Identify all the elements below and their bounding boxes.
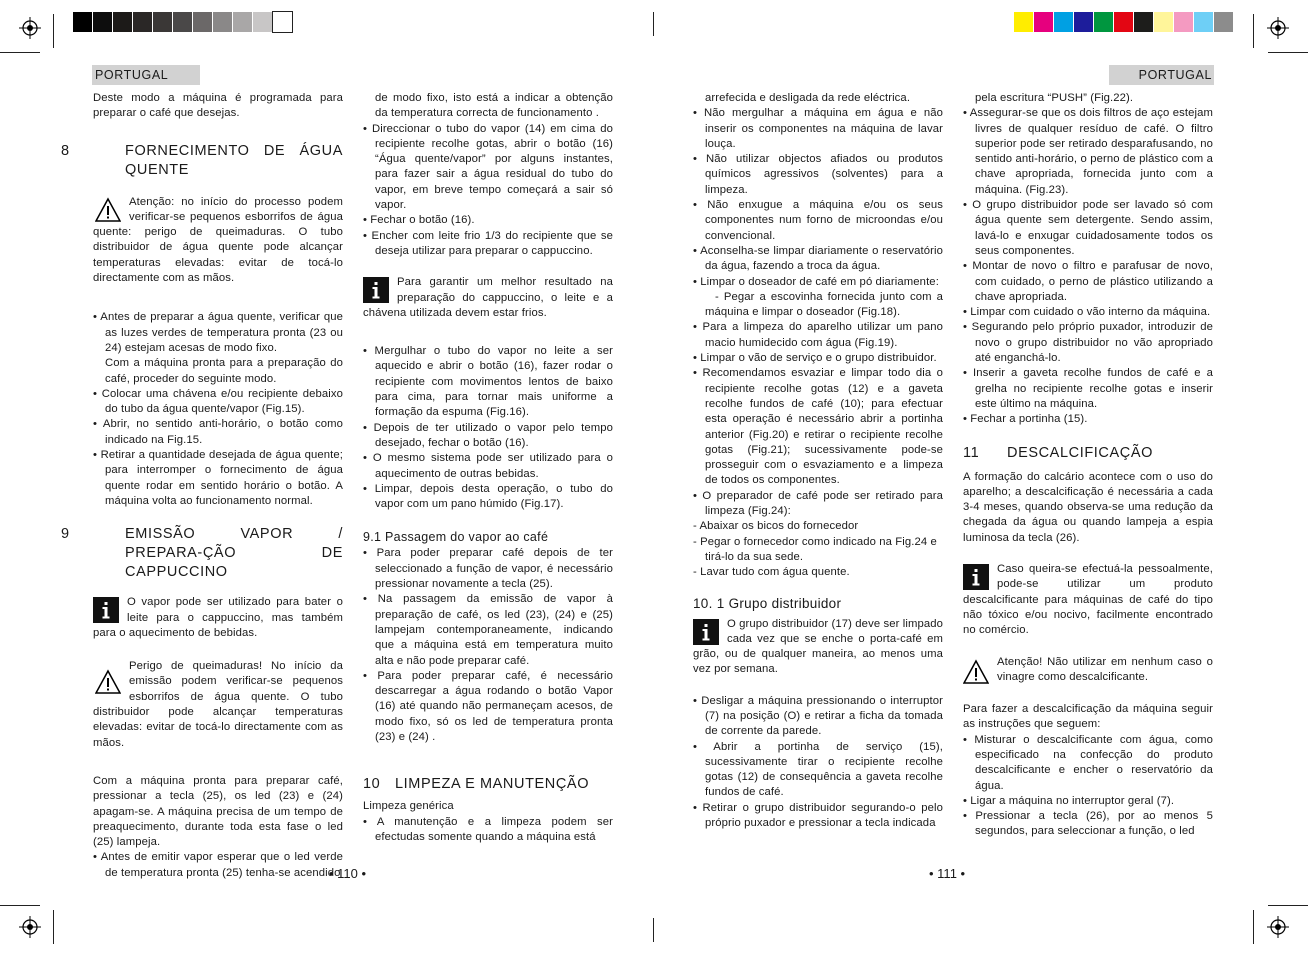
paragraph: A formação do calcário acontece com o uso do aparelho; a descalcificação é necessária a cada 3-4 meses, quando observa-se uma redução da chegada da água ou quando lampeja a espia luminosa da tecla (26). (963, 470, 1213, 544)
list-item: • Limpar com cuidado o vão interno da máquina. (963, 306, 1211, 319)
list-item: • Abrir, no sentido anti-horário, o botão como indicado na Fig.15. (93, 418, 343, 446)
list-item: • Pressionar a tecla (26), por ao menos 5 segundos, para seleccionar a função, o led (963, 810, 1213, 838)
crop-mark (1253, 14, 1254, 48)
list-item: • Mergulhar o tubo do vapor no leite a ser aquecido e abrir o botão (16), fazer rodar o recipiente com movimentos lentos de baixo para cima, para tornar mais uniforme a formação da espuma (Fig.16). (363, 345, 613, 419)
list-item: • A manutenção e a limpeza podem ser efectudas somente quando a máquina está (363, 815, 613, 843)
gray-swatch (193, 12, 212, 32)
list-item: • Para a limpeza do aparelho utilizar um pano macio humidecido com água (Fig.19). (693, 321, 943, 349)
crop-mark (1268, 905, 1308, 906)
color-swatch (1114, 12, 1133, 32)
info-note: Para garantir um melhor resultado na preparação do cappuccino, o leite e a chávena utilizada devem estar frios. (363, 276, 613, 319)
crop-mark (0, 52, 40, 53)
section-9-heading: 9 EMISSÃO VAPOR / PREPARA-ÇÃO DE CAPPUCCINO (61, 526, 343, 581)
list-item: • Limpar o vão de serviço e o grupo distribuidor. (693, 352, 937, 365)
list-item: • Abrir a portinha de serviço (15), sucessivamente tirar o recipiente recolhe gotas (12) de consequência a gaveta recolhe fundos de café. (693, 740, 943, 799)
warning-note: Atenção: no início do processo podem verificar-se pequenos esborrifos de água quente: perigo de queimaduras. O tubo distribuidor de água quente pode alcançar temperaturas elevadas: evitar de tocá-lo directamente com as mãos. (93, 195, 343, 285)
color-swatch (1194, 12, 1213, 32)
list-item: • Aconselha-se limpar diariamente o reservatório da água, fazendo a troca da água. (693, 244, 943, 273)
language-tab-right: PORTUGAL (1109, 65, 1214, 85)
warning-note: Perigo de queimaduras! No início da emissão podem verificar-se pequenos esborrifos de água quente. O tubo distribuidor pode alcançar temperaturas elevadas: evitar de tocá-lo directamente com as mãos. (93, 660, 343, 749)
list-item: • Misturar o descalcificante com água, como especificado na confecção do produto descalcificante e encher o reservatório da água. (963, 733, 1213, 792)
info-note: O grupo distribuidor (17) deve ser limpado cada vez que se enche o porta-café em grão, ou de qualquer maneira, ao menos uma vez por semana. (693, 617, 943, 676)
registration-mark-icon (19, 916, 41, 938)
subheading: Limpeza genérica (363, 800, 454, 813)
list-item: • Na passagem da emissão de vapor à preparação de café, os led (23), (24) e (25) lampejam contemporaneamente, indicando que a máquina está em temperatura muito alta e não pode preparar café. (363, 593, 613, 667)
list-item: • Fechar a portinha (15). (963, 413, 1088, 426)
crop-mark (1253, 910, 1254, 944)
gray-swatch (153, 12, 172, 32)
list-item: • Recomendamos esvaziar e limpar todo dia o recipiente recolhe gotas (12) e a gaveta recolhe fundos de café (10); para efectuar esta operação é necessário abrir a portinha anterior (Fig.20) e retirar o recipiente recolhe gotas (Fig.21); sucessivamente pode-se prosseguir com o esvaziamento e a limpeza de todos os componentes. (693, 367, 943, 487)
color-swatch (1174, 12, 1193, 32)
crop-mark (53, 14, 54, 48)
intro-text: Deste modo a máquina é programada para preparar o café que desejas. (93, 92, 343, 120)
list-item: • Montar de novo o filtro e parafusar de novo, com cuidado, o perno de plástico utilizando a chave apropriada. (963, 260, 1213, 303)
list-item: • Segurando pelo próprio puxador, introduzir de novo o grupo distribuidor no vão apropriado até enganchá-lo. (963, 321, 1213, 365)
color-swatch (1074, 12, 1093, 32)
crop-mark (1268, 52, 1308, 53)
gray-swatch (133, 12, 152, 32)
color-swatch (1014, 12, 1033, 32)
list-item: • Para poder preparar café, é necessário descarregar a água rodando o botão Vapor (16) até quando não permaneçam acesos, de modo fixo, só os led de temperatura pronta (23) e (24) . (363, 669, 613, 743)
column-4 (963, 91, 1213, 840)
list-item: • Assegurar-se que os dois filtros de aço estejam livres de qualquer resíduo de café. O filtro superior pode ser retirado desparafusando, no sentido anti-horário, o perno de plástico com a chave apropriada, fornecida junto com a máquina. (Fig.23). (963, 107, 1213, 196)
list-item: Com a máquina pronta para a preparação do café, proceder do seguinte modo. (105, 357, 343, 385)
list-item: - Abaixar os bicos do fornecedor (693, 520, 859, 533)
list-item: • Depois de ter utilizado o vapor pelo tempo desejado, fechar o botão (16). (363, 421, 613, 449)
page-number-left: • 110 • (329, 866, 367, 881)
registration-mark-icon (1267, 17, 1289, 39)
list-item: • O grupo distribuidor pode ser lavado só com água quente sem detergente. Sendo assim, lavá-lo e enxugar cuidadosamente todos os seus componentes. (963, 199, 1213, 257)
color-swatch (1154, 12, 1173, 32)
crop-mark (53, 910, 54, 944)
list-item: • Não utilizar objectos afiados ou produtos químicos agressivos (solventes) para a limpeza. (693, 153, 943, 196)
gray-swatch (73, 12, 92, 32)
paragraph: pela escritura “PUSH” (Fig.22). (975, 92, 1134, 104)
info-icon (363, 277, 389, 303)
gray-swatch (253, 12, 272, 32)
gray-swatch (213, 12, 232, 32)
paragraph: Para fazer a descalcificação da máquina seguir as instruções que seguem: (963, 703, 1213, 731)
list-item: • Para poder preparar café depois de ter seleccionado a função de vapor, é necessário pressionar novamente a tecla (25). (363, 547, 613, 591)
section-10-1-heading: 10. 1 Grupo distribuidor (693, 595, 842, 611)
list-item: • Encher com leite frio 1/3 do recipiente que se deseja utilizar para preparar o cappuccino. (363, 229, 613, 257)
list-item: • O mesmo sistema pode ser utilizado para o aquecimento de outras bebidas. (363, 452, 613, 480)
gray-swatch (93, 12, 112, 32)
warning-note: Atenção! Não utilizar em nenhum caso o vinagre como descalcificante. (963, 655, 1213, 686)
warning-icon (95, 197, 121, 223)
list-item: • Não mergulhar a máquina em água e não inserir os componentes na máquina de lavar louça. (693, 107, 943, 150)
color-swatch (1094, 12, 1113, 32)
registration-mark-icon (1267, 916, 1289, 938)
info-icon (693, 619, 719, 645)
paragraph: Com a máquina pronta para preparar café, pressionar a tecla (25), os led (23) e (24) apagam-se. A máquina precisa de um tempo de preaquecimento, durante toda esta fase o led (25) lampeja. (93, 774, 343, 849)
info-note: Caso queira-se efectuá-la pessoalmente, pode-se utilizar um produto descalcificante para máquinas de café do tipo não tóxico e/ou nocivo, facilmente encontrado no comércio. (963, 563, 1213, 637)
section-10-heading: 10 LIMPEZA E MANUTENÇÃO (363, 776, 590, 793)
color-swatch (1034, 12, 1053, 32)
list-item: • Fechar o botão (16). (363, 214, 475, 227)
section-11-heading: 11 DESCALCIFICAÇÃO (963, 444, 1153, 461)
column-3 (693, 91, 943, 831)
gray-swatch (233, 12, 252, 32)
list-item: • Retirar a quantidade desejada de água quente; para interromper o fornecimento de água quente rodar em sentido horário o botão. A máquina volta ao funcionamento normal. (93, 449, 343, 507)
info-icon (93, 597, 119, 623)
list-item: - Pegar a escovinha fornecida junto com a máquina e limpar o doseador (Fig.18). (705, 290, 943, 319)
paragraph: arrefecida e desligada da rede eléctrica. (705, 92, 911, 104)
list-item: • Limpar o doseador de café em pó diariamente: (693, 275, 939, 288)
page-number-right: • 111 • (929, 866, 966, 881)
paragraph: de modo fixo, isto está a indicar a obtenção da temperatura correcta de funcionamento . (375, 92, 613, 120)
gray-swatch (113, 12, 132, 32)
list-item: • Limpar, depois desta operação, o tubo do vapor com um pano húmido (Fig.17). (363, 482, 613, 511)
list-item: • Direccionar o tubo do vapor (14) em cima do recipiente recolhe gotas, abrir o botão (16) “Água quente/vapor” por alguns instantes, para fazer sair a água residual do tubo do vapor, em breve tempo começará a sair só vapor. (363, 122, 613, 212)
list-item: • Não enxugue a máquina e/ou os seus componentes num forno de microondas e/ou convencional. (693, 199, 943, 242)
list-item: • Inserir a gaveta recolhe fundos de café e a grelha no recipiente recolhe gotas e inserir este último na máquina. (963, 367, 1213, 410)
list-item: • O preparador de café pode ser retirado para limpeza (Fig.24): (693, 489, 943, 518)
list-item: - Pegar o fornecedor como indicado na Fig.24 e tirá-lo da sua sede. (693, 535, 937, 563)
registration-mark-icon (19, 17, 41, 39)
info-note: O vapor pode ser utilizado para bater o leite para o cappuccino, mas também para o aquecimento de bebidas. (93, 596, 343, 639)
column-1 (61, 91, 343, 881)
info-icon (963, 564, 989, 590)
list-item: • Desligar a máquina pressionando o interruptor (7) na posição (O) e retirar a ficha da tomada de corrente da parede. (693, 694, 943, 738)
crop-mark (653, 12, 654, 36)
gray-swatch (273, 12, 292, 32)
color-swatch (1054, 12, 1073, 32)
warning-icon (95, 669, 121, 695)
list-item: • Retirar o grupo distribuidor segurando-o pelo próprio puxador e pressionar a tecla indicada (693, 801, 943, 830)
section-8-heading: 8 FORNECIMENTO DE ÁGUA QUENTE (61, 142, 343, 178)
warning-icon (963, 659, 989, 685)
crop-mark (653, 918, 654, 942)
list-item: • Antes de preparar a água quente, verificar que as luzes verdes de temperatura pronta (23 ou 24) estejam acesas de modo fixo. (93, 311, 343, 354)
gray-swatch (173, 12, 192, 32)
column-2 (363, 91, 613, 845)
list-item: • Ligar a máquina no interruptor geral (7). (963, 794, 1175, 807)
list-item: • Antes de emitir vapor esperar que o led verde de temperatura pronta (25) tenha-se acendido (93, 851, 343, 879)
section-9-1-heading: 9.1 Passagem do vapor ao café (363, 530, 549, 545)
color-swatch (1134, 12, 1153, 32)
language-tab-left: PORTUGAL (92, 65, 200, 85)
crop-mark (0, 905, 40, 906)
list-item: - Lavar tudo com água quente. (693, 566, 850, 579)
color-swatch (1214, 12, 1233, 32)
list-item: • Colocar uma chávena e/ou recipiente debaixo do tubo da água quente/vapor (Fig.15). (93, 387, 343, 416)
